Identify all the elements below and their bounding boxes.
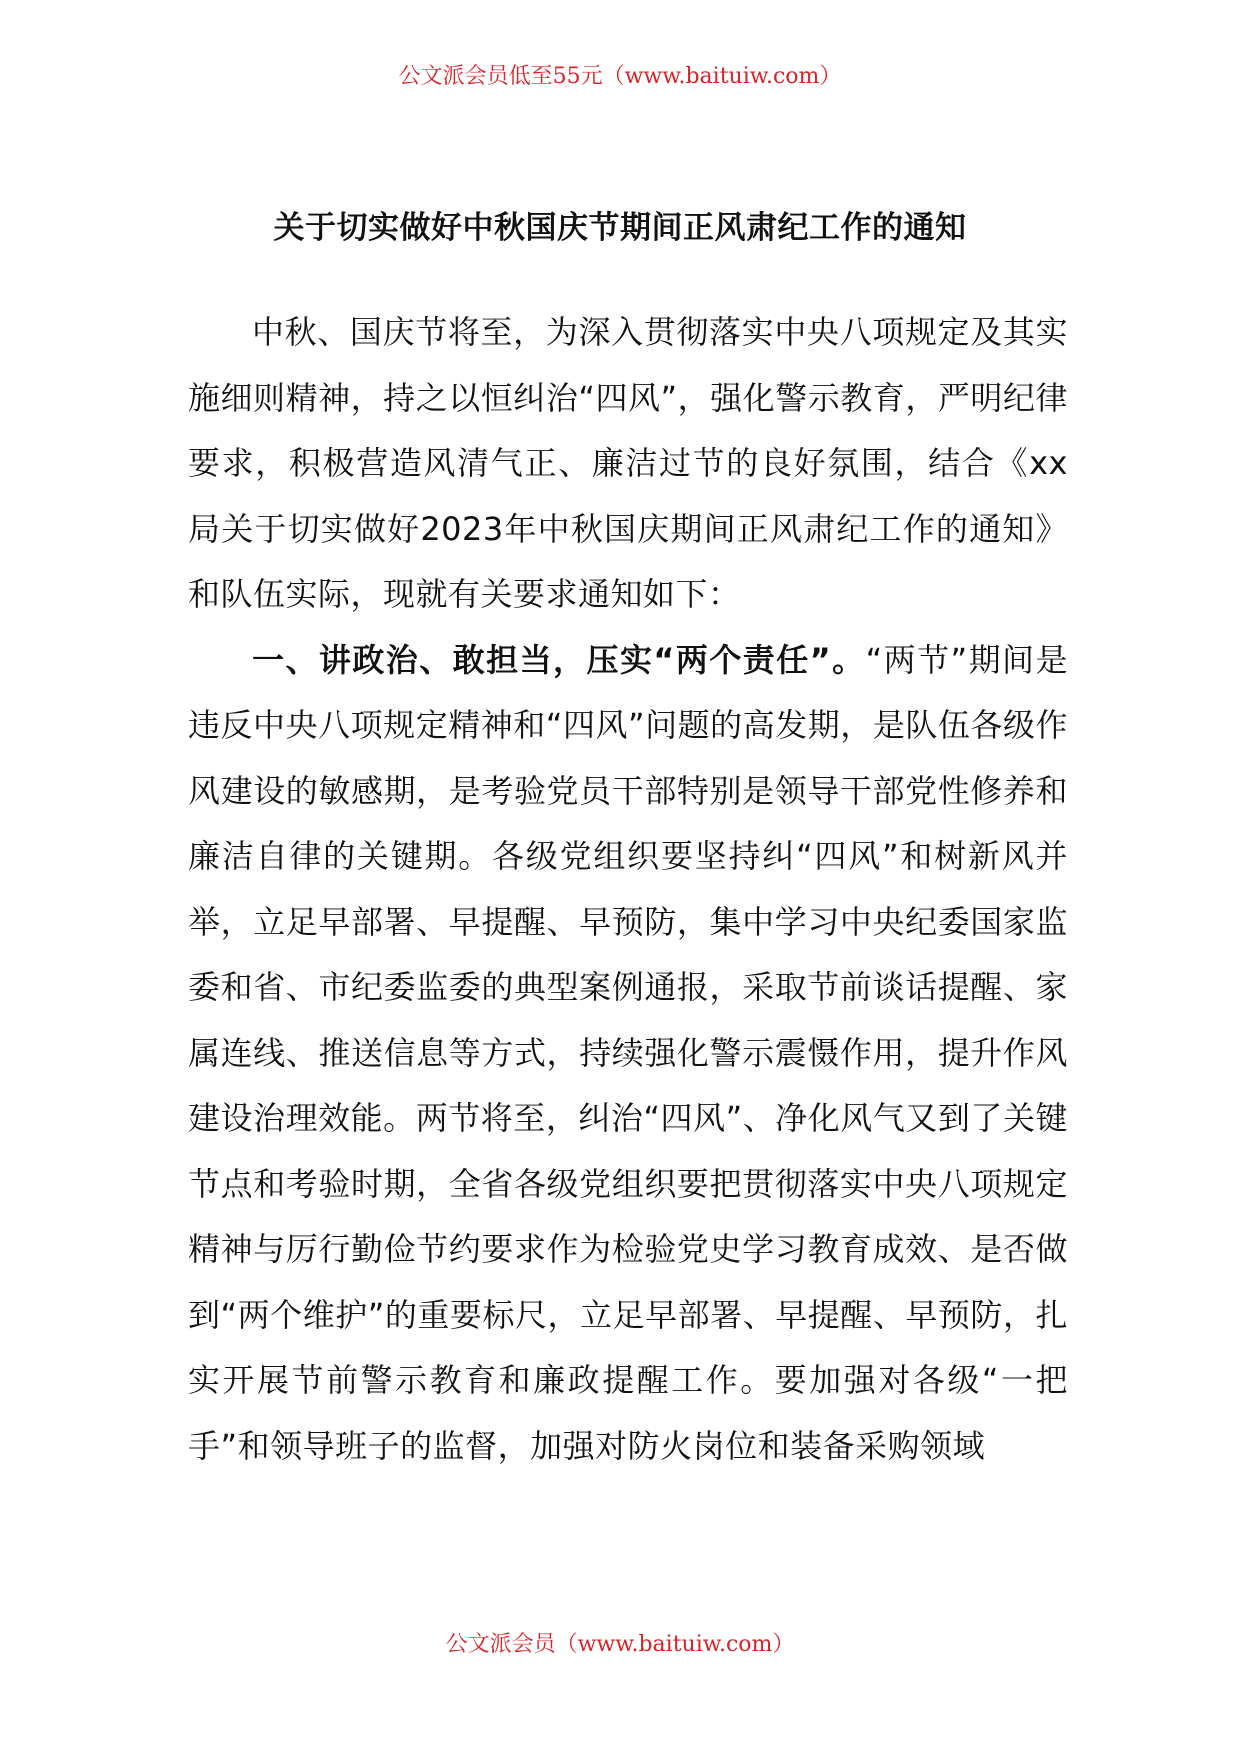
section-1-paragraph (188, 628, 1068, 1480)
footer-watermark-link: 公文派会员（www.baituiw.com） (445, 1632, 795, 1657)
header-watermark-link: 公文派会员低至55元（www.baituiw.com） (398, 64, 842, 89)
document-title: 关于切实做好中秋国庆节期间正风肃纪工作的通知 (273, 210, 967, 246)
document-body (188, 300, 1068, 1479)
intro-paragraph: 中秋、国庆节将至，为深入贯彻落实中央八项规定及其实施细则精神，持之以恒纠治“四风”，强化警示教育，严明纪律要求，积极营造风清气正、廉洁过节的良好氛围，结合《xx局关于切实做好2023年中秋国庆期间正风肃纪工作的通知》和队伍实际，现就有关要求通知如下： (188, 313, 1068, 613)
section-1-body: “两节”期间是违反中央八项规定精神和“四风”问题的高发期，是队伍各级作风建设的敏感期，是考验党员干部特别是领导干部党性修养和廉洁自律的关键期。各级党组织要坚持纠“四风”和树新风并举，立足早部署、早提醒、早预防，集中学习中央纪委国家监委和省、市纪委监委的典型案例通报，采取节前谈话提醒、家属连线、推送信息等方式，持续强化警示震慑作用，提升作风建设治理效能。两节将至，纠治“四风”、净化风气又到了关键节点和考验时期，全省各级党组织要把贯彻落实中央八项规定精神与厉行勤俭节约要求作为检验党史学习教育成效、是否做到“两个维护”的重要标尺，立足早部署、早提醒、早预防，扎实开展节前警示教育和廉政提醒工作。要加强对各级“一把手”和领导班子的监督，加强对防火岗位和装备采购领域 (188, 640, 1068, 1465)
section-1-heading: 一、讲政治、敢担当，压实“两个责任”。 (252, 640, 866, 679)
